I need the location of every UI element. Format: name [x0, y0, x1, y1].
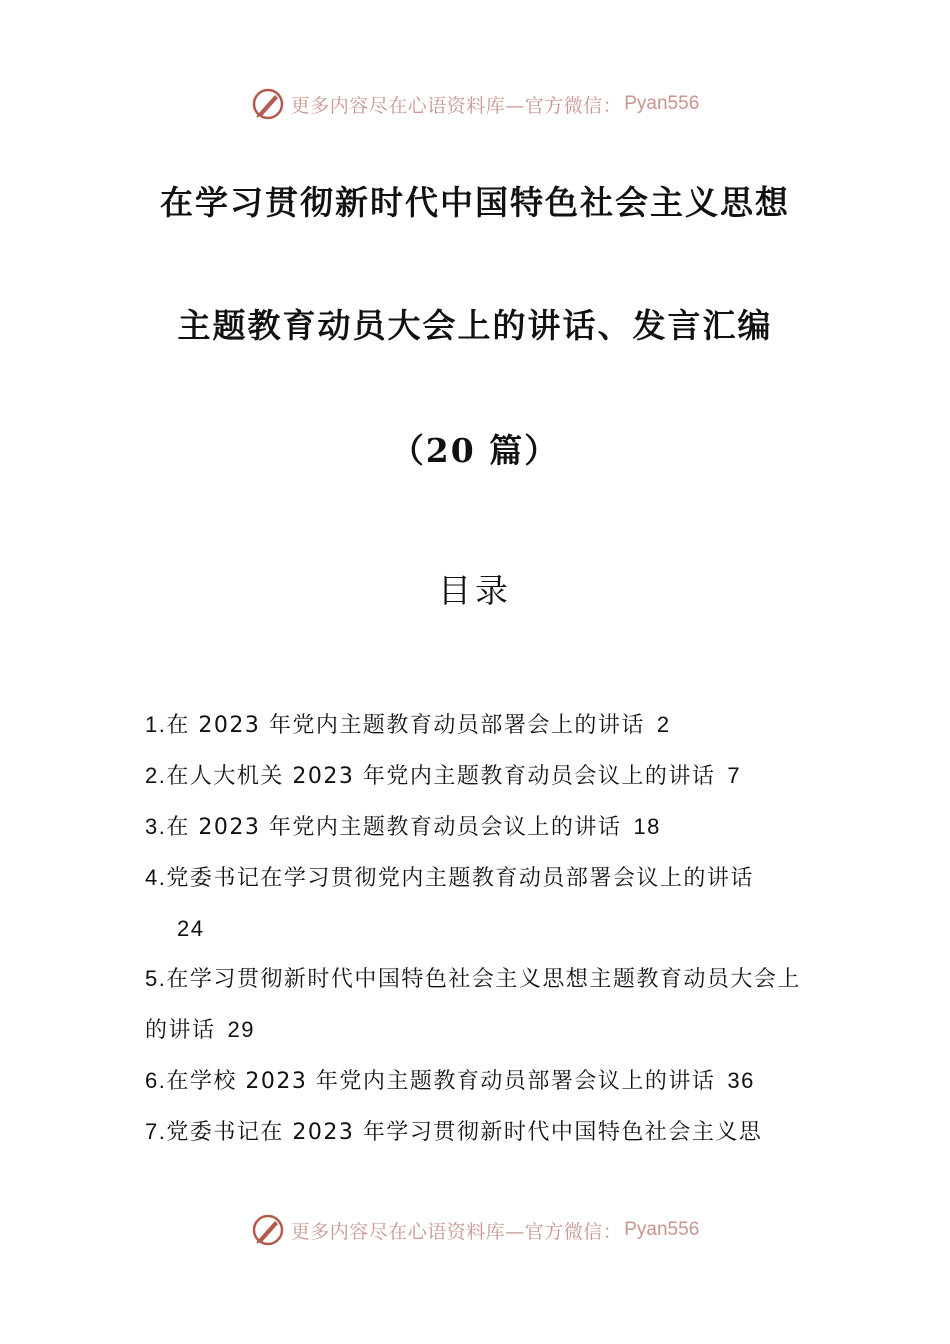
pen-seal-icon: [251, 1213, 285, 1247]
toc-item-text: 在 2023 年党内主题教育动员会议上的讲话: [166, 815, 622, 840]
watermark-wechat-id: Pyan556: [624, 93, 700, 114]
watermark-banner-bottom: [0, 1210, 950, 1250]
watermark-wechat-id: Pyan556: [624, 1219, 700, 1240]
document-title-line2: 主题教育动员大会上的讲话、发言汇编: [177, 306, 773, 345]
toc-item-page: 29: [227, 1017, 255, 1042]
toc-heading: 目录: [438, 571, 512, 610]
toc-item-text: 在 2023 年党内主题教育动员部署会上的讲话: [166, 713, 645, 738]
toc-item[interactable]: 5.在学习贯彻新时代中国特色社会主义思想主题教育动员大会上的讲话 29: [145, 966, 801, 1043]
toc-item[interactable]: 7.党委书记在 2023 年学习贯彻新时代中国特色社会主义思: [145, 1119, 763, 1145]
toc-item-page: 24: [177, 916, 205, 941]
toc-item-text: 在学习贯彻新时代中国特色社会主义思想主题教育动员大会上的讲话: [145, 967, 801, 1043]
document-title-line1: 在学习贯彻新时代中国特色社会主义思想: [160, 183, 790, 222]
toc-item[interactable]: 6.在学校 2023 年党内主题教育动员部署会议上的讲话 36: [145, 1068, 755, 1094]
toc-item-text: 在学校 2023 年党内主题教育动员部署会议上的讲话: [166, 1069, 716, 1094]
table-of-contents: [145, 700, 810, 1158]
watermark-banner-top: [0, 84, 950, 124]
pen-seal-icon: [251, 87, 285, 121]
document-title-count: （20 篇）: [390, 431, 560, 470]
toc-item[interactable]: 1.在 2023 年党内主题教育动员部署会上的讲话 2: [145, 712, 671, 738]
toc-item-page: 36: [727, 1068, 755, 1093]
toc-item[interactable]: 4.党委书记在学习贯彻党内主题教育动员部署会议上的讲话 24: [145, 853, 810, 954]
toc-item-text: 在人大机关 2023 年党内主题教育动员会议上的讲话: [166, 764, 716, 789]
watermark-text: 更多内容尽在心语资料库—官方微信：: [290, 1220, 623, 1243]
toc-item-text: 党委书记在 2023 年学习贯彻新时代中国特色社会主义思: [166, 1120, 763, 1145]
watermark-text: 更多内容尽在心语资料库—官方微信：: [290, 94, 623, 117]
toc-item-page: 7: [727, 763, 742, 788]
toc-item-page: 2: [656, 712, 671, 737]
toc-item[interactable]: 2.在人大机关 2023 年党内主题教育动员会议上的讲话 7: [145, 763, 742, 789]
toc-item-text: 党委书记在学习贯彻党内主题教育动员部署会议上的讲话: [166, 866, 754, 891]
toc-item[interactable]: 3.在 2023 年党内主题教育动员会议上的讲话 18: [145, 814, 661, 840]
toc-item-page: 18: [633, 814, 661, 839]
